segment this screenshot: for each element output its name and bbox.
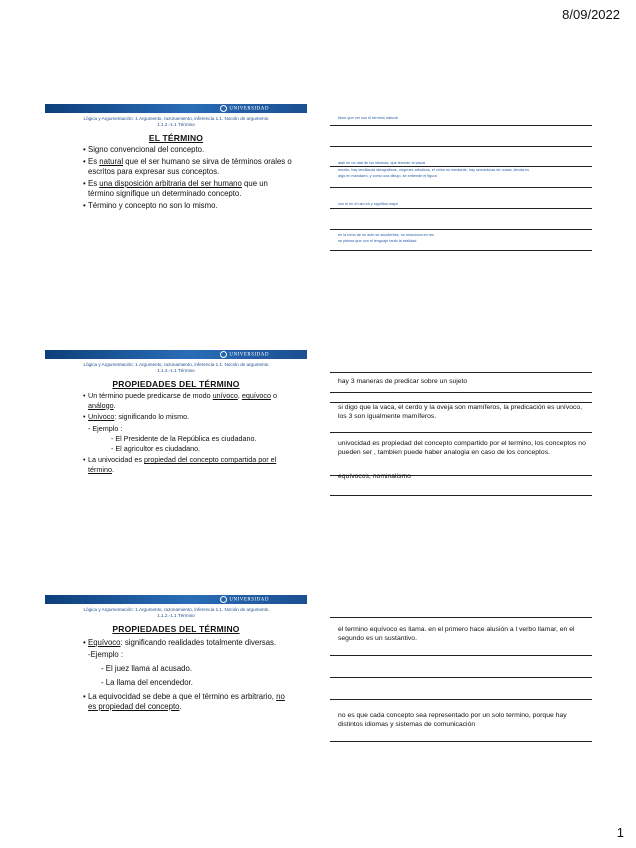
example-label: - Ejemplo : [88,423,123,433]
page-number: 1 [616,825,624,840]
bullet-text: : significando lo mismo. [114,412,190,421]
example-item: - La llama del encendedor. [101,678,193,687]
underlined-term: natural [99,157,124,166]
note-text: atali en na dad de los idiomas, que tenmde al visual [338,161,426,165]
note-line [330,208,592,209]
slide-subtitle-line-1: Lógica y Argumentación: 1.Argumento, razonamiento, inferencia 1.1. Noción de argumento [83,362,269,367]
note-text: en la tomo de se acto se accidentes, no reacciona en res [338,233,435,237]
note-line [330,125,592,126]
slide-header-band [45,350,307,359]
bullet-text: . [111,464,114,474]
note-line [330,741,592,742]
note-line [330,229,592,230]
bullet [83,412,295,422]
slide-body [45,391,307,474]
slide-subtitle [45,362,307,373]
note-line [330,166,592,167]
underlined-term: no es propiedad del concepto [88,692,285,711]
notes-area-3 [330,615,592,745]
slide-2 [45,350,307,476]
note-text: tiene que ver con el termino natural. [338,116,399,120]
bullet-text: . [179,702,182,711]
example-item: - El agricultor es ciudadano. [111,443,201,453]
note-line [330,146,592,147]
underlined-term: unívoco [212,391,238,400]
underlined-term: Unívoco [88,412,115,421]
bullet-text: . [113,400,116,410]
slide-title: PROPIEDADES DEL TÉRMINO [112,379,240,389]
slide-body [45,145,307,211]
slide-title: PROPIEDADES DEL TÉRMINO [112,624,240,634]
note-text: no es que cada concepto sea representado por un solo termino, porque hay distintos idiomas y sistemas de comunicación [338,712,567,728]
note-line [330,187,592,188]
bullet-text: , [237,391,242,400]
slide-subtitle-line-2: 1.1.2.-1.1 Término [157,121,195,127]
note-text: equívocos, nominalismo [338,473,411,480]
slide-subtitle [45,607,307,618]
note-text: el termino equívoco es llama. en el primero hace alusión a l verbo llamar, en el segundo es un sustantivo. [338,626,575,642]
bullet-text: Es [88,179,100,188]
note-text: con el en el uso en y significa mayo [338,202,398,206]
note-line [330,402,592,403]
note-line [330,677,592,678]
note-line [330,250,592,251]
bullet-text: La univocidad es [88,455,144,464]
logo-text: UNIVERSIDAD [229,106,269,112]
slide-title: EL TÉRMINO [148,133,204,143]
university-logo [220,351,269,358]
slide-header-band [45,595,307,604]
underlined-term: equívoco [241,391,272,400]
slide-body [45,638,307,712]
example-item: - El Presidente de la República es ciudadano. [111,434,257,443]
note-line [330,392,592,393]
seal-icon [220,351,227,358]
bullet-text: La equivocidad se debe a que el término es arbitrario, [88,692,277,701]
example-label: -Ejemplo : [88,650,124,659]
slide-subtitle-line-2: 1.1.2.-1.1 Término [157,612,195,618]
underlined-term: una disposición arbitraria del ser humano [99,179,242,188]
note-line [330,699,592,700]
bullet-text: Es [88,157,100,166]
note-text: se piensa que con el lenguaje tanto la realidad [338,239,417,243]
seal-icon [220,596,227,603]
underlined-term: propiedad del concepto compartida por el término [88,455,277,474]
bullet [83,179,295,199]
bullet [83,455,295,474]
note-text: algo en mandarín, y como una dibujo, se entiende el figura [338,174,437,178]
note-line [330,617,592,618]
slide-header-band [45,104,307,113]
seal-icon [220,105,227,112]
university-logo [220,105,269,112]
note-line [330,432,592,433]
notes-area-2 [330,370,592,500]
bullet [83,391,295,410]
underlined-term: Equívoco [88,638,121,647]
note-line [330,655,592,656]
bullet-text: o [271,391,278,400]
bullet: • Signo convencional del concepto. [83,145,295,155]
slide-subtitle-line-1: Lógica y Argumentación: 1.Argumento, razonamiento, inferencia 1.1. Noción de argumento [83,607,269,612]
bullet: • Término y concepto no son lo mismo. [83,201,295,211]
bullet [83,692,295,712]
bullet-text: que el ser humano se sirva de términos orales o escritos para expresar sus conceptos. [88,157,292,176]
note-line [330,495,592,496]
note-text: univocidad es propiedad del concepto compartido por el termino, los conceptos no pueden ser , tambien puede haber analogia en caso de los conceptos. [338,440,586,456]
slide-subtitle-line-2: 1.1.2.-1.1 Término [157,367,195,373]
logo-text: UNIVERSIDAD [229,352,269,358]
notes-area-1 [330,104,592,254]
university-logo [220,596,269,603]
slide-subtitle-line-1: Lógica y Argumentación: 1.Argumento, razonamiento, inferencia 1.1. Noción de argumento [83,116,269,121]
bullet [83,638,295,648]
bullet [83,157,295,177]
note-text: si digo que la vaca, el cerdo y la oveja son mamíferos, la predicación es unívoco, los 3 son igualmente mamíferos. [338,404,583,420]
print-date: 8/09/2022 [562,7,620,22]
bullet-text: Un término puede predicarse de modo [88,391,213,400]
slide-subtitle [45,116,307,127]
logo-text: UNIVERSIDAD [229,597,269,603]
slide-1 [45,104,307,213]
bullet-text: que un término signifique un determinado concepto. [88,179,268,198]
underlined-term: análogo [88,400,114,410]
slide-3 [45,595,307,714]
note-line [330,372,592,373]
note-text: hay 3 maneras de predicar sobre un sujeto [338,378,468,385]
example-item: - El juez llama al acusado. [101,664,193,673]
bullet-text: : significando realidades totalmente diversas. [120,638,277,647]
note-text: escrito, hay lenditaura ideográficas, orígenes artísticos, el chino es mediante, hay semanticas de cosas, tienda es [338,168,530,172]
